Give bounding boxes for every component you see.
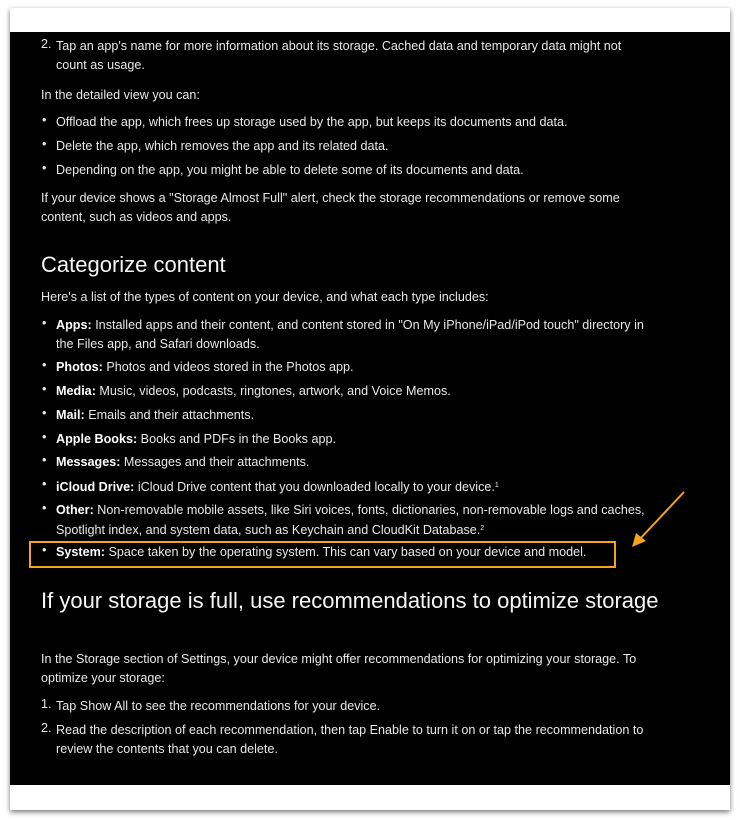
section-heading-categorize: Categorize content: [41, 252, 226, 277]
content-type-item: [56, 430, 648, 449]
content-type-description: Space taken by the operating system. This can vary based on your device and model.: [108, 545, 587, 559]
content-type-description: Music, videos, podcasts, ringtones, artwork, and Voice Memos.: [99, 384, 451, 398]
content-type-item: [56, 501, 648, 539]
step-text: Tap Show All to see the recommendations for your device.: [56, 699, 381, 713]
content-type-term: Apps:: [56, 318, 92, 332]
section-intro: Here's a list of the types of content on your device, and what each type includes:: [41, 290, 489, 304]
step-number: 2.: [41, 721, 52, 735]
bullet-icon: •: [42, 430, 47, 444]
bullet-icon: •: [42, 358, 47, 372]
content-type-term: Mail:: [56, 408, 85, 422]
bullet-icon: •: [42, 137, 47, 151]
step-text: Tap an app's name for more information about its storage. Cached data and temporary data might not count as usage.: [56, 39, 622, 72]
content-type-item: [56, 316, 648, 353]
step-number: 1.: [41, 697, 52, 711]
step-number: 2.: [41, 37, 52, 51]
content-type-item: [56, 358, 648, 377]
highlight-box: [29, 541, 616, 568]
section-heading-optimize: If your storage is full, use recommendations to optimize storage: [41, 588, 659, 613]
content-type-description: Installed apps and their content, and content stored in "On My iPhone/iPad/iPod touch" directory in the Files app, and Safari downloads.: [56, 318, 644, 351]
content-type-description: Emails and their attachments.: [88, 408, 255, 422]
content-type-term: Messages:: [56, 455, 121, 469]
bullet-icon: •: [42, 113, 47, 127]
footnote-marker[interactable]: 1: [494, 482, 499, 489]
step-text: Read the description of each recommendation, then tap Enable to turn it on or tap the recommendation to review the contents that you can delete.: [56, 723, 644, 756]
detail-bullet: Delete the app, which removes the app and its related data.: [56, 139, 389, 153]
content-type-term: Other:: [56, 503, 94, 517]
content-type-description: iCloud Drive content that you downloaded locally to your device.: [137, 480, 495, 494]
content-type-item: [56, 382, 648, 401]
bullet-icon: •: [42, 453, 47, 467]
content-type-term: iCloud Drive:: [56, 480, 135, 494]
bullet-icon: •: [42, 501, 47, 515]
content-type-term: Apple Books:: [56, 432, 138, 446]
bullet-icon: •: [42, 543, 47, 557]
annotation-arrow-icon: [620, 485, 690, 550]
footnote-marker[interactable]: 2: [480, 524, 485, 532]
content-type-item: [56, 453, 648, 472]
section-intro: In the Storage section of Settings, your device might offer recommendations for optimizing your storage. To optimize your storage:: [41, 652, 637, 685]
content-type-item: [56, 477, 648, 497]
detail-intro: In the detailed view you can:: [41, 88, 200, 102]
content-type-term: Media:: [56, 384, 96, 398]
content-type-description: Messages and their attachments.: [123, 455, 310, 469]
content-type-description: Books and PDFs in the Books app.: [140, 432, 336, 446]
bullet-icon: •: [42, 382, 47, 396]
content-type-item: [56, 406, 648, 425]
bullet-icon: •: [42, 477, 47, 491]
detail-bullet: Offload the app, which frees up storage used by the app, but keeps its documents and data.: [56, 115, 568, 129]
bullet-icon: •: [42, 406, 47, 420]
detail-bullet: Depending on the app, you might be able to delete some of its documents and data.: [56, 163, 524, 177]
content-type-term: System:: [56, 545, 105, 559]
content-type-description: Photos and videos stored in the Photos app.: [106, 360, 354, 374]
bullet-icon: •: [42, 161, 47, 175]
content-type-term: Photos:: [56, 360, 103, 374]
alert-paragraph: If your device shows a "Storage Almost Full" alert, check the storage recommendations or remove some content, such as videos and apps.: [41, 191, 620, 224]
bullet-icon: •: [42, 316, 47, 330]
content-type-description: Non-removable mobile assets, like Siri voices, fonts, dictionaries, non-removable logs and caches, Spotlight index, and system data, such as Keychain and CloudKit Database.: [56, 503, 645, 537]
